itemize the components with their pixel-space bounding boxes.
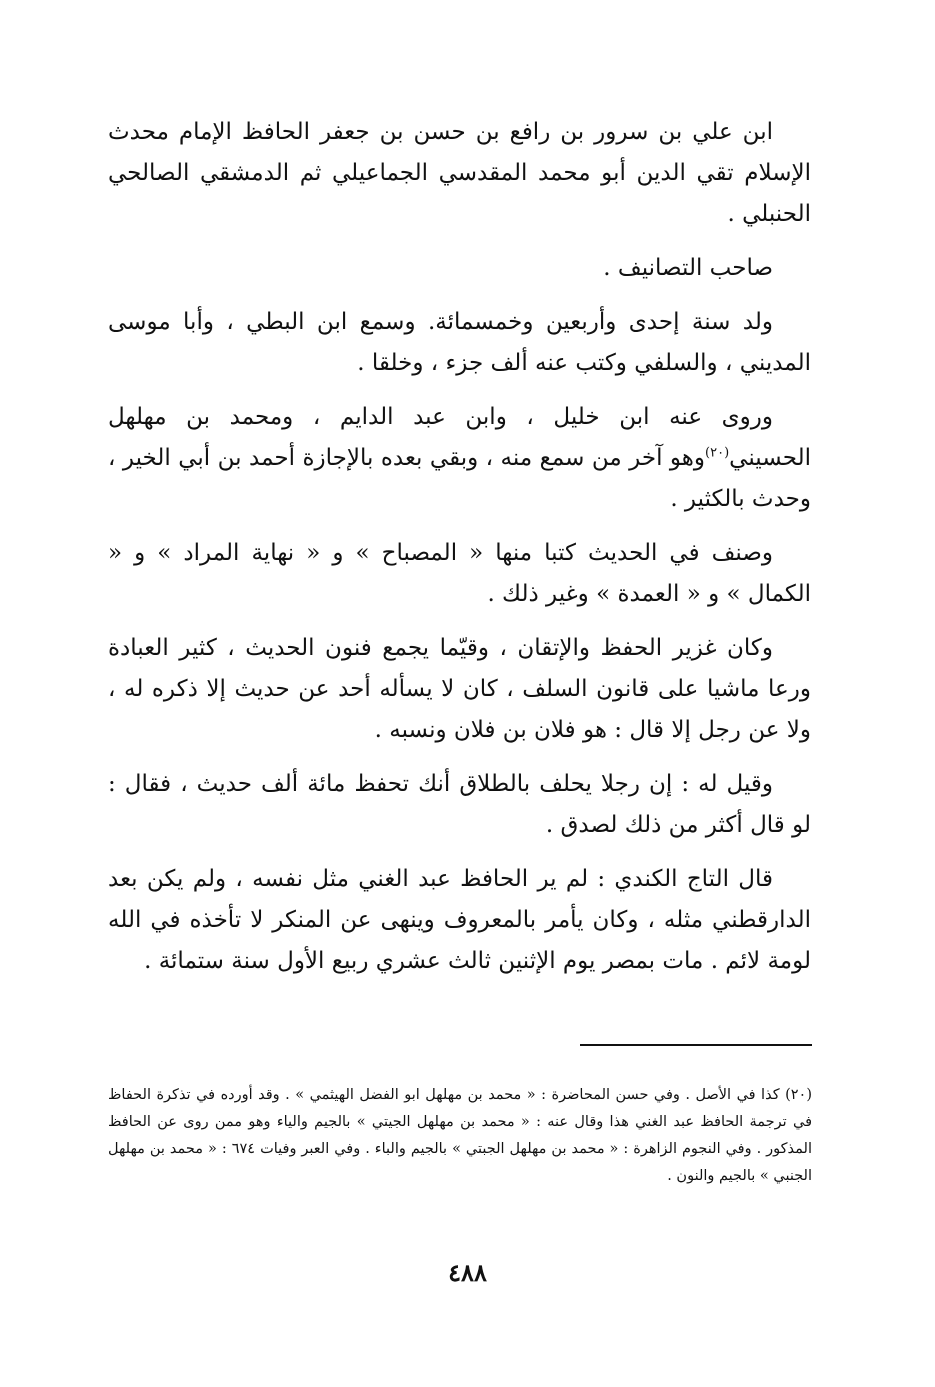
paragraph-memory [108,628,811,751]
paragraph-narrators-text-a: وروى عنه ابن خليل ، وابن عبد الدايم ، ومحمد بن مهلهل الحسيني [108,404,811,471]
main-text [108,112,811,995]
paragraph-birth-text: ولد سنة إحدى وأربعين وخمسمائة. وسمع ابن البطي ، وأبا موسى المديني ، والسلفي وكتب عنه ألف جزء ، وخلقا . [108,309,811,376]
paragraph-memory-text: وكان غزير الحفظ والإتقان ، وقيّما يجمع فنون الحديث ، كثير العبادة ورعا ماشيا على قانون السلف ، كان لا يسأله أحد عن حديث إلا ذكره له ، ولا عن رجل إلا قال : هو فلان بن فلان ونسبه . [108,635,811,743]
paragraph-author-of-works [108,248,811,289]
page-number: ٤٨٨ [448,1258,487,1287]
paragraph-oath-anecdote-text: وقيل له : إن رجلا يحلف بالطلاق أنك تحفظ مائة ألف حديث ، فقال : لو قال أكثر من ذلك لصدق . [108,771,811,838]
paragraph-works-text: وصنف في الحديث كتبا منها « المصباح » و « نهاية المراد » و « الكمال » و « العمدة » وغير ذلك . [108,540,811,607]
paragraph-lineage-text: ابن علي بن سرور بن رافع بن حسن بن جعفر الحافظ الإمام محدث الإسلام تقي الدين أبو محمد المقدسي الجماعيلي ثم الدمشقي الصالحي الحنبلي . [108,119,811,227]
paragraph-death [108,859,811,982]
paragraph-death-text: قال التاج الكندي : لم ير الحافظ عبد الغني مثل نفسه ، ولم يكن بعد الدارقطني مثله ، وكان يأمر بالمعروف وينهى عن المنكر لا تأخذه في الله لومة لائم . مات بمصر يوم الإثنين ثالث عشري ربيع الأول سنة ستمائة . [108,866,811,974]
footnote-separator [580,1044,812,1046]
paragraph-lineage [108,112,811,235]
paragraph-narrators-text-b: وهو آخر من سمع منه ، وبقي بعده بالإجازة أحمد بن أبي الخير ، وحدث بالكثير . [108,445,811,512]
paragraph-birth [108,302,811,384]
paragraph-narrators [108,397,811,520]
footnote-reference: (٢٠) [705,445,730,461]
paragraph-works [108,533,811,615]
paragraph-author-of-works-text: صاحب التصانيف . [603,255,773,281]
paragraph-oath-anecdote [108,764,811,846]
footnote: (٢٠) كذا في الأصل . وفي حسن المحاضرة : « محمد بن مهلهل ابو الفضل الهيثمي » . وقد أورده في تذكرة الحفاظ في ترجمة الحافظ عبد الغني هذا وقال عنه : « محمد بن مهلهل الجيتي » بالجيم والياء وهو ممن روى عن الحافظ المذكور . وفي النجوم الزاهرة : « محمد بن مهلهل الجبتي » بالجيم والباء . وفي العبر وفيات ٦٧٤ : « محمد بن مهلهل الجنبي » بالجيم والنون . [108,1087,812,1184]
